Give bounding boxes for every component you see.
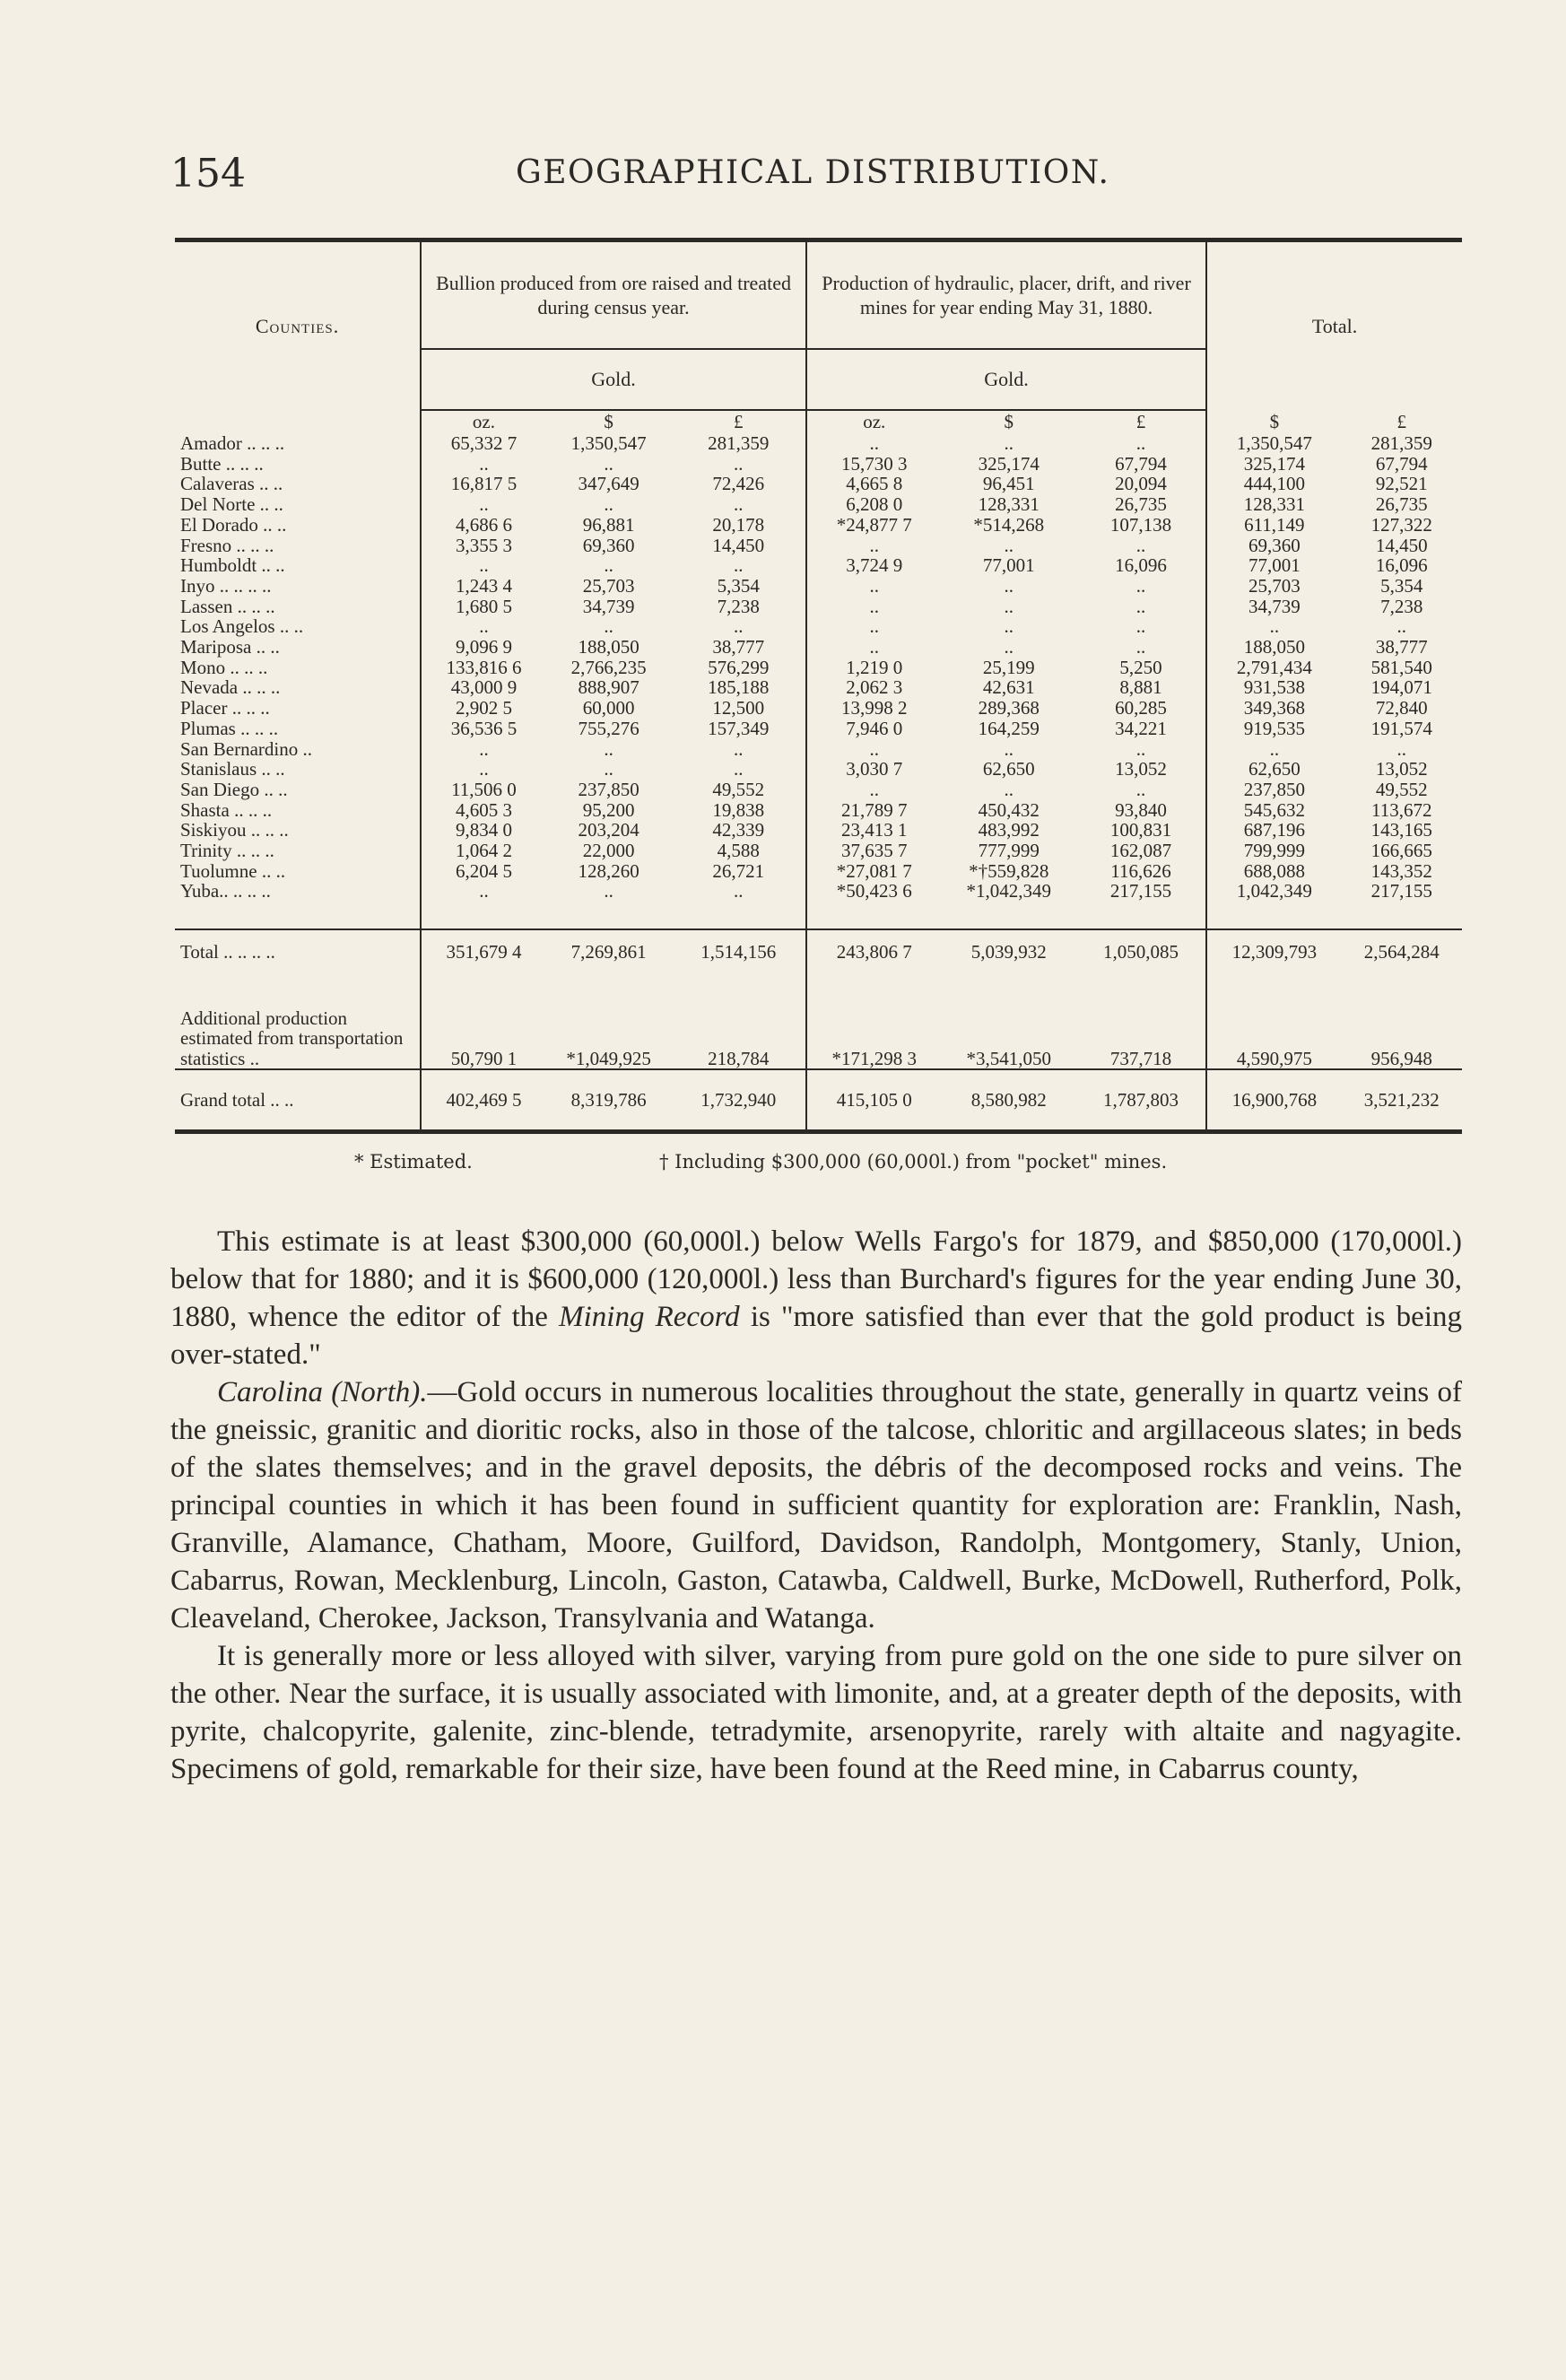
table-cell: 19,838	[712, 798, 765, 821]
table-cell: 34,221	[1115, 717, 1167, 739]
table-cell: 4,588	[717, 840, 760, 862]
county-name: Fresno .. .. ..	[180, 534, 274, 556]
table-row	[175, 474, 1462, 494]
table-cell: 8,580,982	[941, 1069, 1075, 1129]
table-cell: 72,840	[1375, 697, 1428, 719]
table-cell: 2,902 5	[421, 698, 546, 719]
table-cell: ..	[1004, 636, 1014, 658]
table-cell: ..	[1004, 574, 1014, 597]
table-cell: 127,322	[1370, 513, 1432, 536]
table-cell: ..	[604, 554, 613, 577]
table-cell: ..	[1135, 778, 1146, 800]
table-cell: ..	[421, 759, 546, 780]
county-name: El Dorado .. ..	[180, 513, 287, 536]
table-cell: ..	[806, 433, 941, 454]
table-cell: ..	[421, 616, 546, 637]
table-cell: 12,309,793	[1206, 929, 1341, 968]
table-cell: 8,319,786	[546, 1069, 672, 1129]
table-cell: 777,999	[978, 840, 1040, 862]
table-cell: 688,088	[1206, 861, 1341, 882]
table-cell: 931,538	[1206, 677, 1341, 698]
table-cell: ..	[604, 737, 613, 760]
table-row	[175, 454, 1462, 475]
table-cell: *3,541,050	[966, 1047, 1051, 1069]
table-cell: 20,094	[1115, 473, 1167, 495]
table-cell: 34,739	[1206, 597, 1341, 617]
table-cell: 22,000	[582, 840, 635, 862]
table-cell: ..	[604, 880, 613, 902]
table-cell: ..	[806, 780, 941, 800]
table-cell: 5,250	[1119, 656, 1162, 678]
header-bullion: Bullion produced from ore raised and treated during census year.	[421, 242, 806, 349]
table-cell: 2,564,284	[1342, 929, 1462, 968]
table-cell: 6,208 0	[806, 494, 941, 515]
table-cell: 13,052	[1115, 758, 1167, 780]
table-cell: ..	[806, 637, 941, 658]
table-cell: 143,352	[1370, 859, 1432, 882]
table-cell: ..	[806, 739, 941, 760]
table-cell: 185,188	[708, 676, 770, 699]
table-cell: ..	[734, 737, 744, 760]
county-name: Mariposa .. ..	[180, 636, 280, 658]
table-cell: 7,238	[1380, 595, 1423, 617]
additional-row	[175, 968, 1462, 1069]
table-cell: 133,816 6	[421, 658, 546, 678]
table-cell: 1,787,803	[1076, 1069, 1206, 1129]
table-cell: 77,001	[982, 554, 1035, 577]
table-cell: 92,521	[1375, 473, 1428, 495]
table-cell: 16,817 5	[421, 474, 546, 494]
table-cell: 281,359	[708, 432, 770, 454]
table-cell: ..	[1135, 432, 1146, 454]
table-cell: 23,413 1	[806, 820, 941, 841]
unit-label: $	[604, 411, 613, 432]
table-cell: 1,350,547	[1206, 433, 1341, 454]
county-name: Plumas .. .. ..	[180, 717, 279, 739]
table-cell: ..	[421, 454, 546, 475]
table-cell: ..	[421, 739, 546, 760]
table-cell: 36,536 5	[421, 719, 546, 739]
table-cell: 13,998 2	[806, 698, 941, 719]
table-row	[175, 597, 1462, 617]
table-cell: ..	[421, 555, 546, 576]
table-cell: 755,276	[578, 717, 639, 739]
table-cell: 347,649	[578, 473, 639, 495]
table-cell: 42,339	[712, 819, 765, 841]
table-cell: 49,552	[1375, 778, 1428, 800]
table-cell: 611,149	[1206, 515, 1341, 536]
table-cell: ..	[734, 758, 744, 780]
footnote-estimated: * Estimated.	[354, 1151, 473, 1173]
table-cell: 43,000 9	[421, 677, 546, 698]
county-name: Butte .. .. ..	[180, 452, 264, 475]
table-cell: 21,789 7	[806, 800, 941, 821]
table-cell: 157,349	[708, 717, 770, 739]
table-cell: 15,730 3	[806, 454, 941, 475]
table-cell: 16,096	[1375, 554, 1428, 577]
county-name: Shasta .. .. ..	[180, 798, 273, 821]
table-cell: ..	[1135, 737, 1146, 760]
table-cell: 402,469 5	[421, 1069, 546, 1129]
table-row	[175, 433, 1462, 454]
county-name: Grand total .. ..	[175, 1069, 421, 1129]
county-name: Nevada .. .. ..	[180, 676, 281, 699]
table-cell: 26,735	[1115, 493, 1167, 516]
county-name: Inyo .. .. .. ..	[180, 574, 272, 597]
header-counties: Counties.	[255, 315, 340, 337]
table-cell: 3,030 7	[806, 759, 941, 780]
table-cell: 1,514,156	[672, 929, 806, 968]
table-cell: 25,199	[982, 656, 1035, 678]
table-cell: 188,050	[578, 636, 639, 658]
table-cell: *50,423 6	[806, 881, 941, 902]
table-cell: ..	[421, 494, 546, 515]
table-cell: ..	[734, 615, 744, 638]
paragraph-estimate-end: is "more satisfied than ever that the gold product is being over-stated."	[170, 1301, 1462, 1371]
table-cell: 69,360	[582, 534, 635, 556]
table-cell: ..	[806, 616, 941, 637]
table-cell: 67,794	[1375, 452, 1428, 475]
table-cell: 325,174	[978, 452, 1040, 475]
table-cell: 581,540	[1370, 656, 1432, 678]
table-cell: 237,850	[1206, 780, 1341, 800]
table-cell: 7,269,861	[546, 929, 672, 968]
table-cell: ..	[1004, 778, 1014, 800]
table-cell: 16,900,768	[1206, 1069, 1341, 1129]
table-cell: 218,784	[708, 1047, 770, 1069]
table-cell: 11,506 0	[421, 780, 546, 800]
unit-label: £	[734, 411, 744, 432]
table-cell: 5,039,932	[941, 929, 1075, 968]
table-cell: 128,331	[978, 493, 1040, 516]
table-cell: 576,299	[708, 656, 770, 678]
table-cell: ..	[1206, 739, 1341, 760]
table-cell: 116,626	[1110, 859, 1171, 882]
table-cell: ..	[734, 452, 744, 475]
table-cell: 60,285	[1115, 697, 1167, 719]
table-cell: 12,500	[712, 697, 765, 719]
table-row	[175, 739, 1462, 760]
table-cell: ..	[1004, 432, 1014, 454]
table-cell: 289,368	[978, 697, 1040, 719]
table-row	[175, 677, 1462, 698]
table-cell: 166,665	[1370, 840, 1432, 862]
table-cell: 60,000	[582, 697, 635, 719]
unit-label: oz.	[806, 410, 941, 433]
table-cell: 237,850	[578, 778, 639, 800]
table-cell: 2,791,434	[1206, 658, 1341, 678]
total-row	[175, 929, 1462, 968]
table-cell: *1,049,925	[566, 1047, 651, 1069]
table-cell: 217,155	[1109, 880, 1172, 902]
carolina-heading: Carolina (North).	[217, 1376, 428, 1408]
table-row	[175, 555, 1462, 576]
table-row	[175, 800, 1462, 821]
paragraph-carolina-text: —Gold occurs in numerous localities throughout the state, generally in quartz veins of the gneissic, granitic and dioritic rocks, also in those of the talcose, chloritic and argillaceous slates; in beds of the slates themselves; and in the gravel deposits, the débris of the decomposed rocks and veins. The principal counties in which it has been found in sufficient quantity for exploration are: Franklin, Nash, Granville, Alamance, Chatham, Moore, Guilford, Davidson, Randolph, Montgomery, Stanly, Union, Cabarrus, Rowan, Mecklenburg, Lincoln, Gaston, Catawba, Caldwell, Burke, McDowell, Rutherford, Polk, Cleaveland, Cherokee, Jackson, Transylvania and Watanga.	[170, 1376, 1463, 1635]
table-cell: 96,881	[582, 513, 635, 536]
table-cell: 13,052	[1375, 758, 1428, 780]
county-name: San Diego .. ..	[180, 778, 288, 800]
table-cell: 8,881	[1119, 676, 1162, 699]
table-cell: ..	[734, 880, 744, 902]
table-cell: ..	[806, 536, 941, 556]
table-cell: *27,081 7	[806, 861, 941, 882]
table-cell: 1,350,547	[570, 432, 647, 454]
county-name: Amador .. .. ..	[180, 432, 285, 454]
table-cell: ..	[1135, 595, 1146, 617]
table-cell: 919,535	[1206, 719, 1341, 739]
table-cell: 4,590,975	[1206, 968, 1341, 1069]
table-cell: 14,450	[712, 534, 765, 556]
table-cell: 2,766,235	[570, 656, 647, 678]
header-production: Production of hydraulic, placer, drift, and river mines for year ending May 31, 1880.	[806, 242, 1206, 349]
table-cell: 1,243 4	[421, 576, 546, 597]
table-cell: 4,665 8	[806, 474, 941, 494]
table-cell: 281,359	[1370, 432, 1432, 454]
unit-label: £	[1396, 410, 1407, 432]
table-cell: 3,355 3	[421, 536, 546, 556]
table-cell: 415,105 0	[806, 1069, 941, 1129]
mining-record-title: Mining Record	[559, 1301, 740, 1333]
table-cell: 1,042,349	[1206, 881, 1341, 902]
table-cell: 1,732,940	[672, 1069, 806, 1129]
header-gold-production: Gold.	[806, 349, 1206, 410]
table-cell: ..	[604, 615, 613, 638]
table-cell: 325,174	[1206, 454, 1341, 475]
county-name: Yuba.. .. .. ..	[180, 880, 271, 902]
table-row	[175, 494, 1462, 515]
table-cell: 444,100	[1206, 474, 1341, 494]
table-cell: 9,096 9	[421, 637, 546, 658]
unit-label: oz.	[421, 410, 546, 433]
table-cell: 1,064 2	[421, 841, 546, 861]
table-cell: 351,679 4	[421, 929, 546, 968]
table-cell: 37,635 7	[806, 841, 941, 861]
footnote-including: † Including $300,000 (60,000l.) from "pocket" mines.	[659, 1151, 1168, 1173]
grand-total-row	[175, 1069, 1462, 1129]
table-cell: 25,703	[582, 574, 635, 597]
county-name: Lassen .. .. ..	[180, 595, 275, 617]
table-cell: 7,946 0	[806, 719, 941, 739]
table-cell: 128,260	[578, 859, 639, 882]
table-cell: *†559,828	[969, 859, 1049, 882]
table-cell: 93,840	[1115, 798, 1167, 821]
table-cell: 217,155	[1370, 880, 1432, 902]
table-row	[175, 861, 1462, 882]
county-name: Los Angelos .. ..	[180, 615, 304, 638]
table-cell: ..	[1135, 534, 1146, 556]
table-cell: 7,238	[717, 595, 760, 617]
county-name: Mono .. .. ..	[180, 656, 268, 678]
county-name: Trinity .. .. ..	[180, 840, 274, 862]
table-cell: 69,360	[1206, 536, 1341, 556]
table-cell: 95,200	[582, 798, 635, 821]
unit-spacer	[175, 410, 421, 433]
county-name: Stanislaus .. ..	[180, 758, 285, 780]
table-cell: 65,332 7	[421, 433, 546, 454]
table-cell: ..	[1135, 636, 1146, 658]
county-name: Del Norte .. ..	[180, 493, 283, 516]
table-cell: 16,096	[1115, 554, 1167, 577]
table-cell: 62,650	[982, 758, 1035, 780]
table-cell: *171,298 3	[806, 968, 941, 1069]
table-cell: 14,450	[1375, 534, 1428, 556]
county-name: Placer .. .. ..	[180, 697, 270, 719]
table-cell: ..	[1004, 615, 1014, 638]
table-cell: 545,632	[1206, 800, 1341, 821]
table-cell: ..	[806, 576, 941, 597]
table-row	[175, 719, 1462, 739]
table-cell: 25,703	[1206, 576, 1341, 597]
table-cell: ..	[1135, 574, 1146, 597]
table-cell: 1,219 0	[806, 658, 941, 678]
table-cell: ..	[1206, 616, 1341, 637]
table-cell: ..	[1004, 595, 1014, 617]
table-cell: *1,042,349	[966, 880, 1051, 902]
table-cell: 107,138	[1109, 513, 1172, 536]
table-cell: *514,268	[973, 513, 1045, 536]
county-name: San Bernardino ..	[180, 737, 312, 760]
county-name: Tuolumne .. ..	[180, 859, 286, 882]
table-cell: 162,087	[1109, 840, 1172, 862]
table-cell: 450,432	[978, 798, 1040, 821]
table-cell: *24,877 7	[806, 515, 941, 536]
table-cell: 4,605 3	[421, 800, 546, 821]
table-cell: 191,574	[1370, 717, 1432, 739]
table-row	[175, 616, 1462, 637]
table-cell: ..	[806, 597, 941, 617]
table-cell: 6,204 5	[421, 861, 546, 882]
table-cell: 62,650	[1206, 759, 1341, 780]
table-row	[175, 780, 1462, 800]
header-total: Total.	[1206, 242, 1462, 410]
county-name: Humboldt .. ..	[180, 554, 285, 577]
table-cell: 20,178	[712, 513, 765, 536]
table-cell: 113,672	[1371, 798, 1432, 821]
table-cell: 188,050	[1206, 637, 1341, 658]
table-row	[175, 698, 1462, 719]
table-cell: 77,001	[1206, 555, 1341, 576]
table-cell: 67,794	[1115, 452, 1167, 475]
table-row	[175, 637, 1462, 658]
header-gold-bullion: Gold.	[421, 349, 806, 410]
table-cell: 483,992	[978, 819, 1040, 841]
unit-label: £	[1135, 411, 1146, 432]
table-row	[175, 881, 1462, 902]
table-cell: ..	[421, 881, 546, 902]
table-cell: ..	[734, 493, 744, 516]
paragraph-alloy: It is generally more or less alloyed with silver, varying from pure gold on the one side to pure silver on the other. Near the surface, it is usually associated with limonite, and, at a greater depth of the deposits, with pyrite, chalcopyrite, galenite, zinc-blende, tetradymite, arsenopyrite, rarely with altaite and nagyagite. Specimens of gold, remarkable for their size, have been found at the Reed mine, in Cabarrus county,	[170, 1640, 1462, 1785]
table-cell: ..	[1396, 615, 1407, 638]
table-cell: 34,739	[582, 595, 635, 617]
table-cell: 956,948	[1370, 1047, 1432, 1069]
table-cell: 96,451	[982, 473, 1035, 495]
table-cell: 203,204	[578, 819, 639, 841]
table-cell: 194,071	[1370, 676, 1432, 699]
table-cell: ..	[1135, 615, 1146, 638]
table-cell: 2,062 3	[806, 677, 941, 698]
table-cell: 888,907	[578, 676, 639, 699]
table-cell: 4,686 6	[421, 515, 546, 536]
county-name: Siskiyou .. .. ..	[180, 819, 289, 841]
table-bottom-rule	[175, 1129, 1462, 1134]
table-cell: 50,790 1	[421, 968, 546, 1069]
table-cell: ..	[1396, 737, 1407, 760]
table-cell: 3,521,232	[1342, 1069, 1462, 1129]
table-cell: 128,331	[1206, 494, 1341, 515]
body-text	[170, 1223, 1462, 1788]
table-cell: 1,050,085	[1076, 929, 1206, 968]
county-name: Total .. .. .. ..	[175, 929, 421, 968]
table-cell: 26,721	[712, 859, 765, 882]
table-cell: 5,354	[717, 574, 760, 597]
table-cell: 3,724 9	[806, 555, 941, 576]
table-cell: ..	[604, 452, 613, 475]
table-cell: 38,777	[712, 636, 765, 658]
table-row	[175, 515, 1462, 536]
table-cell: ..	[1004, 534, 1014, 556]
table-cell: 349,368	[1206, 698, 1341, 719]
table-cell: 799,999	[1206, 841, 1341, 861]
table-cell: 38,777	[1375, 636, 1428, 658]
table-cell: 72,426	[712, 473, 765, 495]
table-cell: ..	[604, 493, 613, 516]
table-cell: 164,259	[978, 717, 1040, 739]
table-cell: 1,680 5	[421, 597, 546, 617]
table-cell: 26,735	[1375, 493, 1428, 516]
unit-label: $	[1206, 410, 1341, 433]
table-row	[175, 536, 1462, 556]
table-cell: ..	[604, 758, 613, 780]
county-name: Calaveras .. ..	[180, 473, 283, 495]
county-name: Additional production estimated from transportation statistics ..	[180, 1007, 404, 1069]
table-cell: 143,165	[1370, 819, 1432, 841]
page-number: 154	[170, 151, 246, 196]
table-row	[175, 576, 1462, 597]
unit-label: $	[1004, 411, 1014, 432]
table-row	[175, 658, 1462, 678]
table-cell: 5,354	[1380, 574, 1423, 597]
table-cell: 9,834 0	[421, 820, 546, 841]
paragraph-estimate	[170, 1223, 1462, 1373]
gold-production-table	[175, 238, 1462, 1134]
table-row	[175, 759, 1462, 780]
running-head: GEOGRAPHICAL DISTRIBUTION.	[516, 154, 1110, 191]
table-row	[175, 820, 1462, 841]
table-cell: 687,196	[1206, 820, 1341, 841]
table-cell: 49,552	[712, 778, 765, 800]
table-cell: 737,718	[1109, 1047, 1172, 1069]
paragraph-carolina	[170, 1373, 1462, 1637]
table-cell: 42,631	[982, 676, 1035, 699]
paragraph-estimate-text: This estimate is at least $300,000 (60,000l.) below Wells Fargo's for 1879, and $850,000 (170,000l.) below that for 1880; and it is $600,000 (120,000l.) less than Burchard's figures for the year ending June 30, 1880, whence the editor of the	[170, 1225, 1462, 1333]
table-cell: ..	[734, 554, 744, 577]
table-cell: ..	[1004, 737, 1014, 760]
table-row	[175, 841, 1462, 861]
table-cell: 243,806 7	[806, 929, 941, 968]
table-cell: 100,831	[1109, 819, 1172, 841]
row-spacer	[175, 902, 1462, 929]
